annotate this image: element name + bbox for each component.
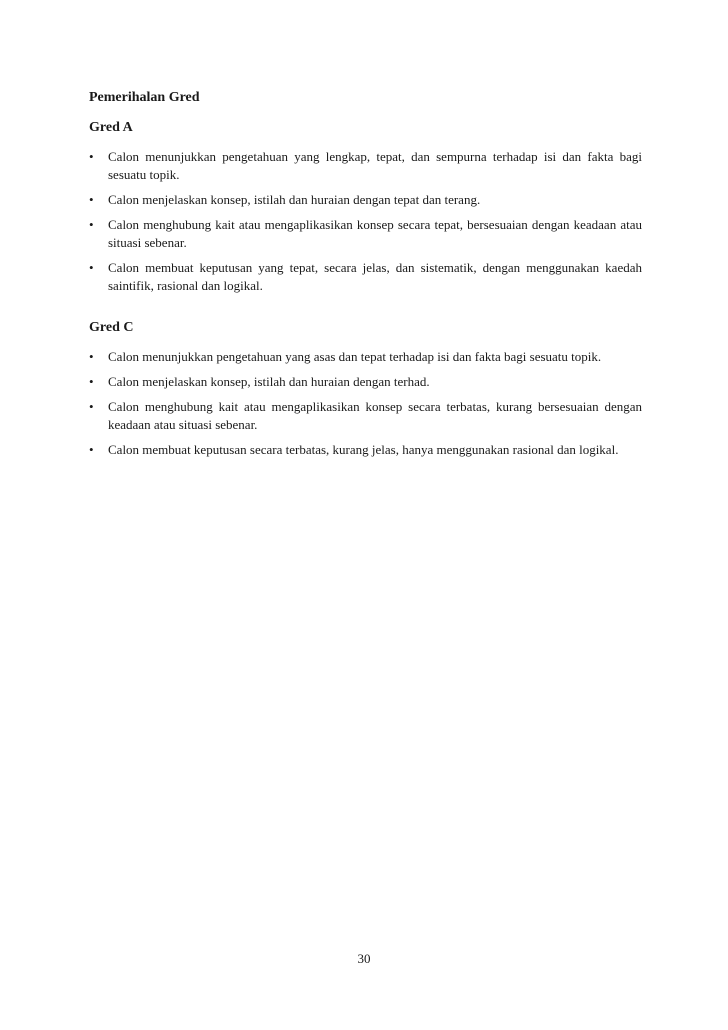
section-heading: Gred A — [89, 120, 133, 135]
section-gred-a — [89, 119, 642, 295]
bullet-icon: • — [89, 374, 94, 389]
list-item-text: Calon menjelaskan konsep, istilah dan huraian dengan tepat dan terang. — [108, 192, 481, 207]
bullet-icon: • — [89, 192, 94, 207]
list-item — [89, 259, 642, 295]
bullet-icon: • — [89, 349, 94, 364]
section-gred-c — [89, 319, 642, 459]
bullet-icon: • — [89, 217, 94, 232]
list-item-text: Calon menjelaskan konsep, istilah dan huraian dengan terhad. — [108, 374, 430, 389]
page-number: 30 — [357, 951, 371, 966]
list-item-text: Calon menunjukkan pengetahuan yang lengkap, tepat, dan sempurna terhadap isi dan fakta bagi sesuatu topik. — [108, 149, 642, 182]
list-item-text: Calon menghubung kait atau mengaplikasikan konsep secara tepat, bersesuaian dengan keadaan atau situasi sebenar. — [108, 217, 642, 250]
bullet-list — [89, 348, 642, 459]
bullet-icon: • — [89, 149, 94, 164]
list-item-text: Calon menunjukkan pengetahuan yang asas dan tepat terhadap isi dan fakta bagi sesuatu topik. — [108, 349, 602, 364]
list-item — [89, 148, 642, 184]
bullet-icon: • — [89, 442, 94, 457]
list-item — [89, 373, 642, 391]
list-item-text: Calon membuat keputusan yang tepat, secara jelas, dan sistematik, dengan menggunakan kaedah saintifik, rasional dan logikal. — [108, 260, 642, 293]
list-item — [89, 398, 642, 434]
bullet-icon: • — [89, 260, 94, 275]
list-item-text: Calon menghubung kait atau mengaplikasikan konsep secara terbatas, kurang bersesuaian dengan keadaan atau situasi sebenar. — [108, 399, 642, 432]
section-heading: Gred C — [89, 320, 134, 335]
document-title: Pemerihalan Gred — [89, 90, 200, 105]
document-content — [89, 89, 642, 466]
list-item — [89, 191, 642, 209]
list-item — [89, 216, 642, 252]
bullet-icon: • — [89, 399, 94, 414]
list-item-text: Calon membuat keputusan secara terbatas, kurang jelas, hanya menggunakan rasional dan logikal. — [108, 442, 619, 457]
list-item — [89, 441, 642, 459]
bullet-list — [89, 148, 642, 295]
section-spacer — [89, 302, 642, 319]
list-item — [89, 348, 642, 366]
